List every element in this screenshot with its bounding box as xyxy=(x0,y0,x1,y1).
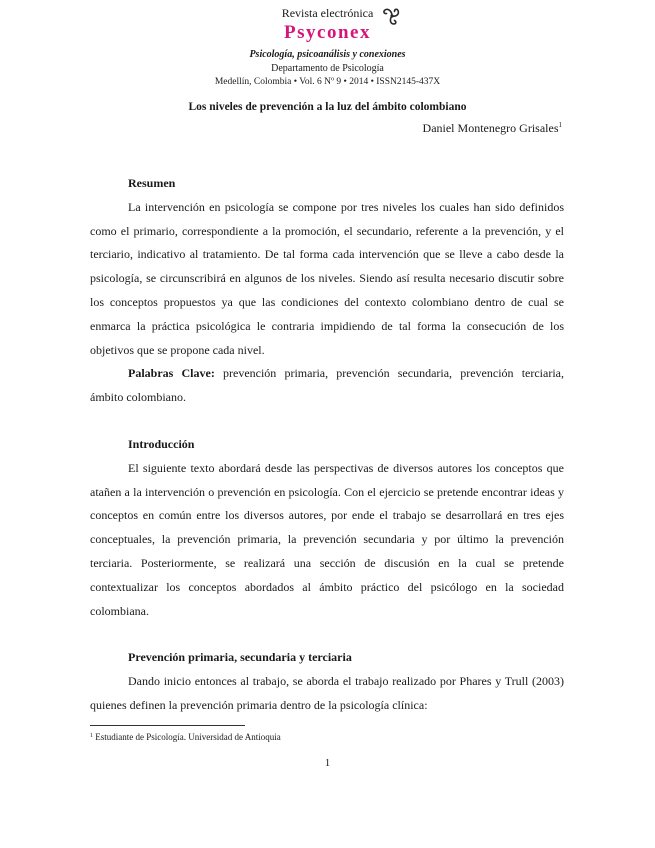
keywords-text: prevención primaria, prevención secundaria, prevención terciaria, ámbito colombiano. xyxy=(90,366,564,405)
journal-tagline: Psicología, psicoanálisis y conexiones xyxy=(249,49,406,60)
article-title: Los niveles de prevención a la luz del ámbito colombiano xyxy=(188,101,467,113)
page-number: 1 xyxy=(324,757,331,769)
author-footnote-mark: 1 xyxy=(558,121,562,129)
footnote-divider xyxy=(90,725,245,726)
footnote xyxy=(90,731,281,743)
journal-department: Departamento de Psicología xyxy=(271,63,384,74)
journal-brand: Psyconex xyxy=(284,22,371,43)
article-author xyxy=(423,118,562,135)
keywords-paragraph xyxy=(90,362,564,410)
journal-header xyxy=(0,6,655,88)
journal-label: Revista electrónica xyxy=(281,6,374,20)
introduccion-paragraph: El siguiente texto abordará desde las perspectivas de diversos autores los conceptos que atañen a la intervención o prevención en psicología. Con el ejercicio se pretende encontrar ideas y conceptos en común entre los diversos autores, por ende el trabajo se desarrollará en tres ejes conceptuales, la prevención primaria, la prevención secundaria y por último la prevención terciaria. Posteriormente, se realizará una sección de discusión en la cual se pretende contextualizar los conceptos abordados al ámbito práctico del psicólogo en la sociedad colombiana. xyxy=(90,460,564,618)
journal-label-row xyxy=(0,6,655,21)
triskelion-icon xyxy=(378,4,406,28)
section-heading-introduccion: Introducción xyxy=(128,436,195,451)
footnote-mark: 1 xyxy=(90,733,93,739)
article-body xyxy=(90,172,564,718)
resumen-paragraph: La intervención en psicología se compone por tres niveles los cuales han sido definidos como el primario, correspondiente a la promoción, el secundario, referente a la prevención, y el terciario, indicativo al tratamiento. De tal forma cada intervención que se lleve a cabo desde la psicología, se circunscribirá en algunos de los niveles. Siendo así resulta necesario discutir sobre los conceptos propuestos ya que las condiciones del contexto colombiano dentro de cual se enmarca la práctica psicológica le contraria impidiendo de tal forma la consecución de los objetivos que se propone cada nivel. xyxy=(90,199,564,357)
prevencion-paragraph: Dando inicio entonces al trabajo, se aborda el trabajo realizado por Phares y Trull (2003) quienes definen la prevención primaria dentro de la psicología clínica: xyxy=(90,674,564,712)
author-name: Daniel Montenegro Grisales xyxy=(422,121,559,135)
section-heading-resumen: Resumen xyxy=(128,176,176,190)
footnote-text: Estudiante de Psicología. Universidad de Antioquia xyxy=(93,732,281,742)
journal-issue-line: Medellín, Colombia • Vol. 6 Nº 9 • 2014 • ISSN2145-437X xyxy=(214,77,441,87)
section-heading-prevencion: Prevención primaria, secundaria y terciaria xyxy=(128,650,352,665)
keywords-label: Palabras Clave: xyxy=(128,366,215,381)
